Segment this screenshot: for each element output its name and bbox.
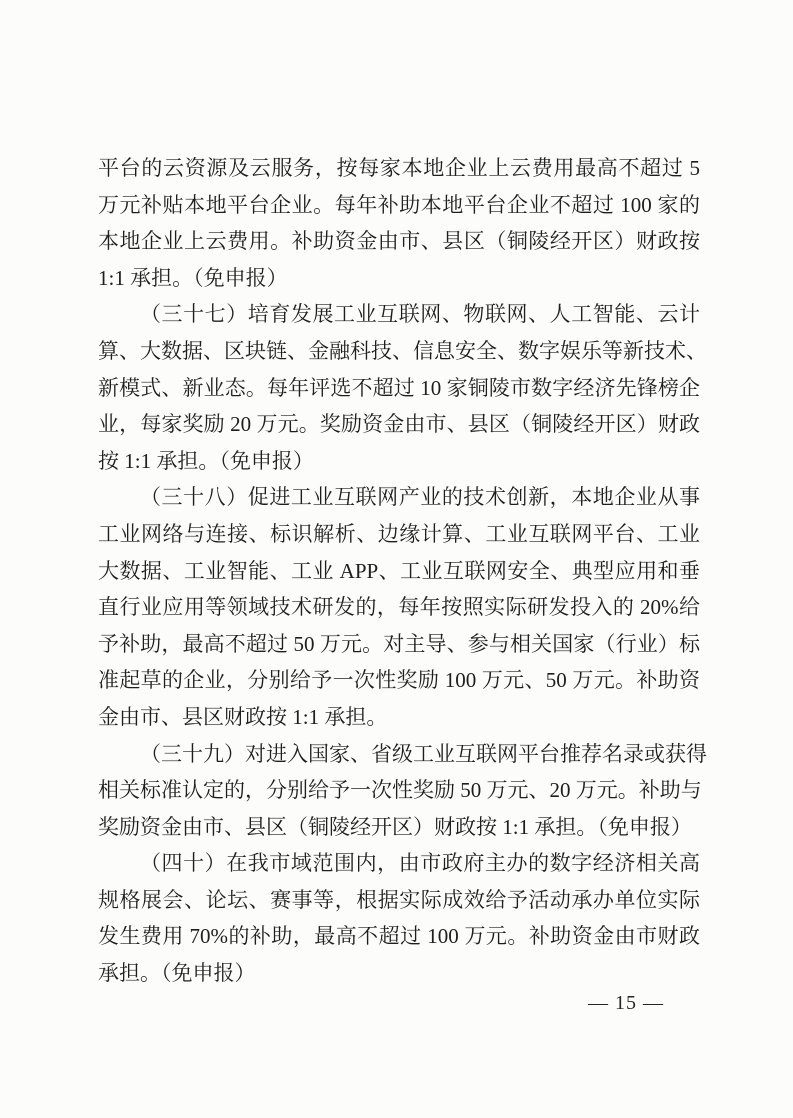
text-line: 1:1 承担。（免申报） <box>98 265 288 290</box>
text-line: （三十八）促进工业互联网产业的技术创新，本地企业从事 <box>140 485 700 510</box>
clause-39 <box>98 736 707 846</box>
clause-37 <box>98 296 707 479</box>
text-line: 金由市、县区财政按 1:1 承担。 <box>98 704 388 729</box>
text-line: 承担。（免申报） <box>98 961 256 986</box>
text-line: 万元补贴本地平台企业。每年补助本地平台企业不超过 100 家的 <box>98 192 700 217</box>
text-line: 业，每家奖励 20 万元。奖励资金由市、县区（铜陵经开区）财政 <box>98 412 700 437</box>
text-line: 工业网络与连接、标识解析、边缘计算、工业互联网平台、工业 <box>98 521 700 546</box>
text-line: 发生费用 70%的补助，最高不超过 100 万元。补助资金由市财政 <box>98 924 700 949</box>
paragraph-continuation <box>98 150 700 296</box>
text-line: 规格展会、论坛、赛事等，根据实际成效给予活动承办单位实际 <box>98 887 700 912</box>
text-line: 奖励资金由市、县区（铜陵经开区）财政按 1:1 承担。（免申报） <box>98 814 692 839</box>
text-line: 平台的云资源及云服务，按每家本地企业上云费用最高不超过 5 <box>98 156 700 180</box>
text-line: 算、大数据、区块链、金融科技、信息安全、数字娱乐等新技术、 <box>98 338 707 363</box>
text-line: 直行业应用等领域技术研发的，每年按照实际研发投入的 20%给 <box>98 595 700 620</box>
text-line: 按 1:1 承担。（免申报） <box>98 448 314 473</box>
text-line: 新模式、新业态。每年评选不超过 10 家铜陵市数字经济先锋榜企 <box>98 375 700 400</box>
clause-38 <box>98 479 700 735</box>
text-line: 本地企业上云费用。补助资金由市、县区（铜陵经开区）财政按 <box>98 229 700 254</box>
text-line: 大数据、工业智能、工业 APP、工业互联网安全、典型应用和垂 <box>98 558 700 583</box>
page-number: — 15 — <box>588 992 664 1014</box>
text-line: 准起草的企业，分别给予一次性奖励 100 万元、50 万元。补助资 <box>98 668 700 693</box>
text-line: 予补助，最高不超过 50 万元。对主导、参与相关国家（行业）标 <box>98 631 700 656</box>
text-line: 相关标准认定的，分别给予一次性奖励 50 万元、20 万元。补助与 <box>98 778 702 803</box>
text-line: （三十九）对进入国家、省级工业互联网平台推荐名录或获得 <box>140 741 707 766</box>
text-line: （三十七）培育发展工业互联网、物联网、人工智能、云计 <box>140 302 700 327</box>
text-line: （四十）在我市域范围内，由市政府主办的数字经济相关高 <box>140 851 700 876</box>
document-body <box>98 150 707 992</box>
clause-40 <box>98 845 700 991</box>
